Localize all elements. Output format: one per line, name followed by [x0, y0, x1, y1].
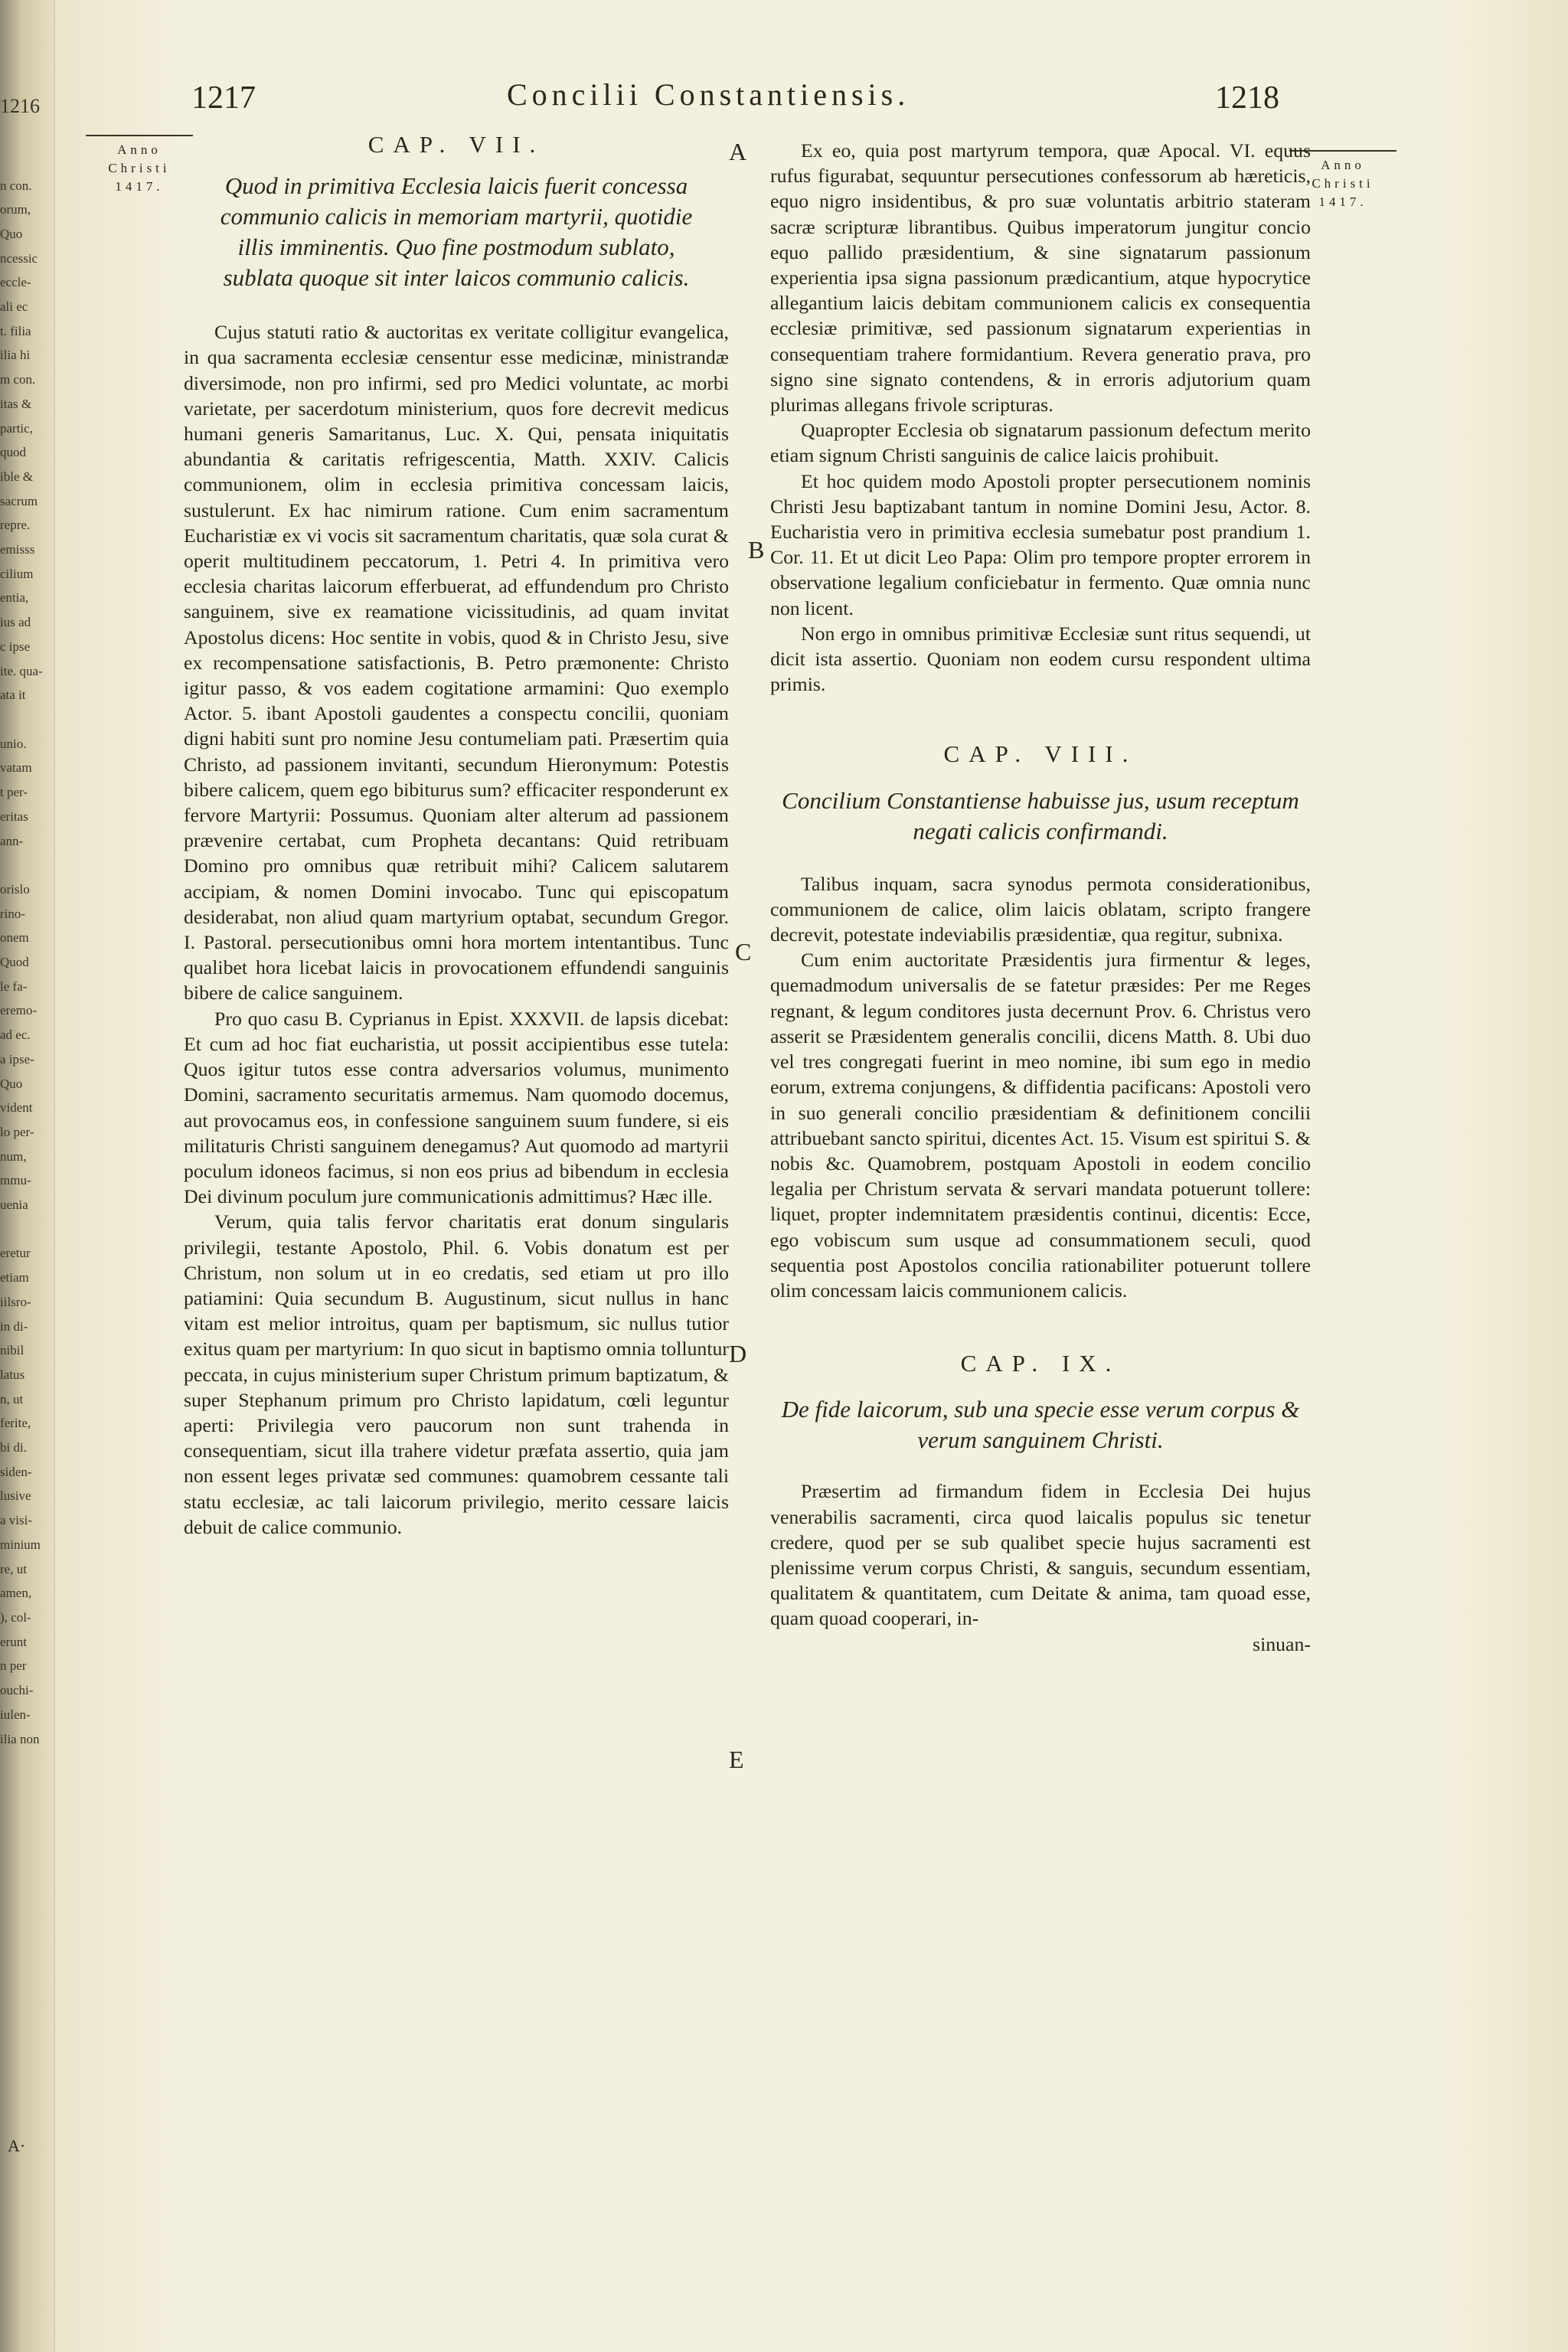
previous-page-fragment: n con. — [0, 178, 32, 193]
previous-page-fragment: repre. — [0, 518, 31, 533]
cap-vii-paragraph-2: Pro quo casu B. Cyprianus in Epist. XXXVII. de lapsis dicebat: Et cum ad hoc fiat eucharistia, ut possit accipientibus esse tutela: Quos igitur tutos esse contra adversarios volumus, munimento Domini, sacramento securitatis armemus. Nam quomodo docemus, aut provocamus eos, in confessione sanguinem suum fundere, si eis militaturis Christi sanguinem denegamus? Aut quomodo ad martyrii poculum idoneos facimus, si non eos prius ad bibendum in ecclesia Dei divinum poculum jure communicationis admittimus? Hæc ille. — [184, 1007, 729, 1208]
previous-page-fragment: Quo — [0, 1076, 23, 1091]
cap-ix-summary: De fide laicorum, sub una specie esse verum corpus & verum sanguinem Christi. — [781, 1396, 1300, 1454]
cap-vii-paragraph-3: Verum, quia talis fervor charitatis erat donum singularis privilegii, testante Apostolo, Phil. 6. Vobis donatum est per Christum, non solum ut in eo credatis, sed etiam ut pro illo patiamini: Quia secundum B. Augustinum, sicut nullus in hanc vitam est melior introitus, quam per baptismum, sic nullus tutior exitus quam per martyrium: In quo sicut in baptismo omnia tolluntur peccata, in cujus ministerium super Christum primum baptizatum, & super Stephanum primum pro Christo lapidatum, cœli leguntur aperti: Privilegia vero paucorum non sunt trahenda in consequentiam, sicut illa trahere videtur præfata assertio, quia jam non essent leges privatæ sed communes: quamobrem cessante tali statu ecclesiæ, ac tali laicorum privilegio, merito cessare laicis debuit de calice communio. — [184, 1210, 729, 1538]
previous-page-fragment: mmu- — [0, 1173, 31, 1188]
cap-viii-title: CAP. VIII. — [943, 740, 1138, 768]
previous-page-fragment: re, ut — [0, 1561, 27, 1576]
previous-page-fragment: amen, — [0, 1586, 32, 1601]
previous-page-fragment: sacrum — [0, 493, 38, 508]
previous-page-fragment — [0, 707, 52, 732]
previous-page-fragment: rino- — [0, 906, 26, 921]
running-head: Concilii Constantiensis. — [507, 77, 910, 112]
anno-year-left: 1417. — [115, 179, 164, 194]
previous-page-fragment: ite. qua- — [0, 663, 43, 678]
previous-page-fragment: iulen- — [0, 1707, 31, 1722]
section-marker-c: C — [735, 938, 752, 965]
cap-ix-title: CAP. IX. — [960, 1350, 1121, 1377]
right-paragraph-2: Quapropter Ecclesia ob signatarum passionum defectum merito etiam signum Christi sanguinis de calice laicis prohibuit. — [770, 419, 1311, 467]
book-page — [55, 0, 1568, 2352]
left-column — [184, 132, 729, 1540]
previous-page-fragment: ouchi- — [0, 1683, 34, 1698]
previous-page-margin-text — [0, 46, 52, 2266]
previous-page-fragment: a ipse- — [0, 1051, 34, 1067]
previous-page-fragment: m con. — [0, 372, 36, 387]
previous-page-fragment: itas & — [0, 396, 32, 411]
folio-left: 1217 — [191, 80, 256, 116]
anno-christi-label-left: Christi — [108, 161, 171, 175]
previous-page-fragment: minium — [0, 1537, 41, 1552]
previous-page-fragment: erunt — [0, 1634, 27, 1649]
cap-viii-summary: Concilium Constantiense habuisse jus, usum receptum negati calicis confirmandi. — [782, 786, 1299, 844]
previous-page-fragment: ncessic — [0, 250, 38, 266]
previous-page-fragment: iilsro- — [0, 1294, 31, 1309]
previous-page-fragment: ius ad — [0, 615, 31, 630]
folio-right: 1218 — [1215, 80, 1279, 116]
previous-page-signature: A· — [8, 2136, 26, 2155]
previous-page-fragment: ), col- — [0, 1610, 31, 1625]
previous-page-fragment — [0, 853, 52, 877]
previous-page-fragment: etiam — [0, 1270, 29, 1285]
section-marker-e: E — [729, 1746, 744, 1773]
cap-vii-summary: Quod in primitiva Ecclesia laicis fuerit concessa communio calicis in memoriam martyrii, quotidie illis imminentis. Quo fine postmodum sublato, sublata quoque sit inter laicos communio calicis. — [220, 172, 693, 292]
anno-rule-left — [86, 135, 193, 136]
cap-vii-paragraph-1: Cujus statuti ratio & auctoritas ex veritate colligitur evangelica, in qua sacramenta ecclesiæ censentur esse medicinæ, ministrandæ diversimode, non pro infirmi, sed pro Medici voluntate, ac morbi varietate, per sacerdotum ministerium, quos fore decrevit medicus humani generis Samaritanus, Luc. X. Qui, pensata iniquitatis abundantia & caritatis refrigescentia, Matth. XXIV. Calicis communionem, olim in ecclesia primitiva concessam laicis, sustulerunt. Ex hac nimirum ratione. Cum enim sacramentum Eucharistiæ ex vi vocis sit sacramentum charitatis, quæ sola curat & operit multitudinem peccatorum, 1. Petri 4. In primitiva vero ecclesia charitas laicorum efferbuerat, ad effundendum pro Christo sanguinem, sive ex reamatione vicissitudinis, ad quam invitat Apostolus dicens: Hoc sentite in vobis, quod & in Christo Jesu, sive ex recompensatione satisfactionis, B. Petro præmonente: Christo igitur passo, & vos eadem cogitatione armamini: Quo exemplo Actor. 5. ibant Apostoli gaudentes a conspectu concilii, quoniam digni habiti sunt pro nomine Jesu contumeliam pati. Præsertim quia Christo, ad passionem invitanti, secundum Hieronymum: Potestis bibere calicem, quem ego bibiturus sum? efficaciter responderunt ex fervore Martyrii: Possumus. Quoniam alter alterum ad passionem prævenire certabat, cum Propheta decantans: Quid retribuam Domino pro omnibus quæ retribuit mihi? Calicem salutarem accipiam, & nomen Domini invocabo. Tunc qui episcopatum desiderabat, non aliud quam martyrium optabat, secundum Gregor. I. Pastoral. persecutionibus omni hora mortem intentantibus. Tunc qualibet hora licebat laicis in provocationem effundendi sanguinis bibere de calice sanguinem. — [184, 321, 729, 1004]
previous-page-fragment: bi di. — [0, 1440, 27, 1455]
previous-page-fragment: emisss — [0, 542, 35, 557]
previous-page-fragment: cilium — [0, 566, 34, 581]
previous-page-fragment: lo per- — [0, 1124, 34, 1139]
previous-page-fragment: a visi- — [0, 1513, 33, 1528]
right-column — [770, 138, 1311, 1657]
previous-page-fragment: ible & — [0, 469, 33, 484]
previous-page-fragment: eremo- — [0, 1003, 38, 1018]
anno-christi-label-right: Christi — [1312, 176, 1374, 191]
previous-page-fragment: eccle- — [0, 275, 31, 290]
previous-page-fragment: vident — [0, 1100, 33, 1116]
right-paragraph-3: Et hoc quidem modo Apostoli propter persecutionem nominis Christi Jesu baptizabant tantum in nomine Domini Jesu, Actor. 8. Eucharistia vero in primitiva ecclesia sumebatur post prandium 1. Cor. 11. Et ut dicit Leo Papa: Olim pro tempore propter errorem in observatione legalium conficiebatur in fermento. Quæ omnia nunc non licent. — [770, 469, 1311, 619]
cap-ix-paragraph-1: Præsertim ad firmandum fidem in Ecclesia Dei hujus venerabilis sacramenti, circa quod laicalis populus sic tenetur credere, quod per se sub qualibet specie hujus sacramenti est plenissime verum corpus Christi, & sanguis, secundum essentiam, qualitatem & quantitatem, cum Deitate & anima, tam quoad esse, quam quoad cooperari, in- — [770, 1480, 1311, 1630]
previous-page-fragment: n per — [0, 1658, 27, 1674]
previous-page-fragment: ali ec — [0, 299, 28, 315]
previous-page-folio: 1216 — [0, 95, 40, 118]
previous-page-fragment: orum, — [0, 202, 31, 217]
anno-label-left: Anno — [117, 142, 162, 157]
previous-page-fragment: ann- — [0, 833, 24, 848]
anno-label-right: Anno — [1321, 158, 1365, 172]
section-marker-d: D — [729, 1340, 747, 1367]
anno-christi-left — [86, 135, 193, 196]
cap-vii-title: CAP. VII. — [368, 131, 545, 158]
right-paragraph-1: Ex eo, quia post martyrum tempora, quæ Apocal. VI. equus rufus figurabat, sequuntur persecutiones confessorum ab hæreticis, equo nigro insidentibus, & pro suæ voluntatis arbitrio stateram sacræ scripturæ librantibus. Quibus imperatorum jungitur concio equo pallido præsidentium, & sine signatarum passionum experientia ipsa signa passionum prædicantium, atque hypocrytice allegantium laicis debitam communionem calicis ex consequentia ecclesiæ primitivæ, sed passionum signatarum experientias in consequentiam trahere formidantium. Revera generatio prava, pro signo sine signato contendens, & in erroris adjutorium quam plurimas allegans frivole scripturas. — [770, 139, 1311, 416]
previous-page-fragment: lusive — [0, 1488, 31, 1504]
previous-page-fragment: Quo — [0, 226, 23, 241]
previous-page-fragment — [0, 1217, 52, 1242]
previous-page-fragment: quod — [0, 445, 26, 460]
previous-page-fragment: latus — [0, 1367, 25, 1382]
previous-page-fragment: Quod — [0, 955, 29, 970]
previous-page-fragment: ilia non — [0, 1731, 40, 1746]
right-paragraph-4: Non ergo in omnibus primitivæ Ecclesiæ sunt ritus sequendi, ut dicit ista assertio. Quoniam non eodem cursu respondent ultima primis. — [770, 622, 1311, 696]
previous-page-fragment: entia, — [0, 590, 29, 606]
previous-page-fragments — [0, 174, 52, 1752]
previous-page-fragment: t. filia — [0, 323, 31, 338]
previous-page-fragment: ilia hi — [0, 348, 31, 363]
section-marker-b: B — [748, 536, 765, 564]
catchword: sinuan- — [1253, 1632, 1311, 1655]
cap-viii-paragraph-2: Cum enim auctoritate Præsidentis jura firmentur & leges, quemadmodum universalis de se fatetur præsides: Per me Reges regnant, & legum conditores justa decernunt Prov. 6. Christus vero asserit se Præsidentem generalis concilii, dicens Matth. 8. Ubi duo vel tres congregati fuerint in meo nomine, ibi sum ego in medio eorum, extrema conjungens, & diffidentia pacificans: Apostoli vero in suo generali concilio præsidentiam & definitionem concilii attribuebant sancto spiritui, dicentes Act. 15. Visum est spiritui S. & nobis &c. Quamobrem, postquam Apostoli in eodem concilio legalia per Christum servata & servari mandata potuerunt tollere: liquet, propter indemnitatem præsidentis continui, dicentis: Ecce, ego vobiscum sum usque ad consummationem seculi, quod sequentia post Apostolos concilia rationabiliter potuerunt tollere olim concessam laicis communionem calicis. — [770, 949, 1311, 1302]
previous-page-fragment: eretur — [0, 1246, 31, 1261]
previous-page-fragment: eritas — [0, 808, 28, 824]
anno-year-right: 1417. — [1318, 194, 1367, 209]
previous-page-fragment: partic, — [0, 420, 33, 436]
section-marker-a: A — [729, 138, 747, 165]
previous-page-fragment: ferite, — [0, 1416, 31, 1431]
previous-page-fragment: in di- — [0, 1318, 28, 1334]
cap-viii-paragraph-1: Talibus inquam, sacra synodus permota considerationibus, communionem de calice, olim laicis oblatam, scripto frangere decrevit, potestate indeviabilis præsidentiæ, qua regitur, subnixa. — [770, 872, 1311, 946]
previous-page-fragment: c ipse — [0, 639, 31, 654]
previous-page-fragment: ata it — [0, 688, 26, 703]
previous-page-fragment: le fa- — [0, 978, 28, 994]
previous-page-fragment: n, ut — [0, 1391, 24, 1406]
previous-page-fragment: orislo — [0, 881, 30, 897]
previous-page-fragment: onem — [0, 930, 29, 946]
previous-page-fragment: t per- — [0, 785, 28, 800]
previous-page-fragment: uenia — [0, 1197, 28, 1213]
previous-page-fragment: unio. — [0, 736, 27, 751]
previous-page-fragment: siden- — [0, 1464, 32, 1479]
previous-page-fragment: ad ec. — [0, 1027, 31, 1043]
previous-page-fragment: nibil — [0, 1343, 24, 1358]
previous-page-fragment: vatam — [0, 760, 32, 776]
previous-page-fragment: num, — [0, 1148, 27, 1164]
